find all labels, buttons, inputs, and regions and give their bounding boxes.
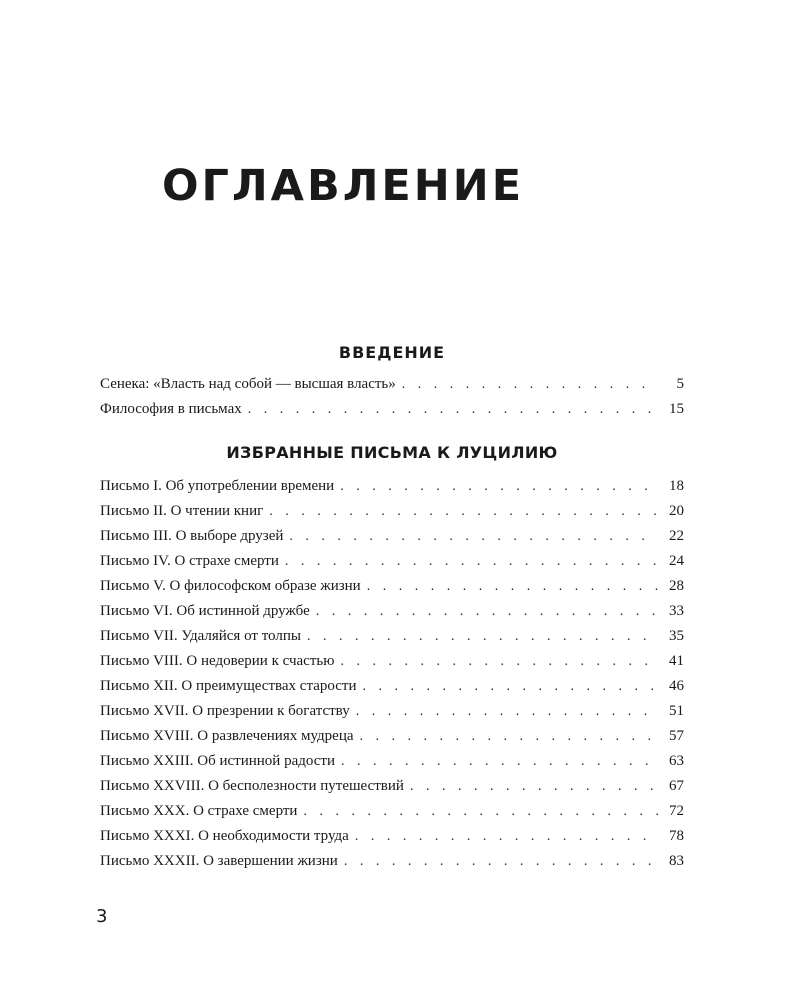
dot-leader [248, 397, 658, 422]
toc-entry-page: 63 [669, 753, 684, 769]
toc-entry-title: Письмо XXXII. О завершении жизни [100, 853, 338, 869]
toc-entry[interactable] [100, 724, 684, 749]
toc-entry[interactable] [100, 624, 684, 649]
dot-leader [316, 599, 658, 624]
toc-entry-page: 18 [669, 478, 684, 494]
toc-entry-title: Письмо I. Об употреблении времени [100, 478, 335, 494]
toc-entry[interactable] [100, 699, 684, 724]
toc-entry-title: Письмо V. О философском образе жизни [100, 578, 361, 594]
toc-entry-page: 41 [669, 653, 684, 669]
dot-leader [410, 774, 658, 799]
toc-entry[interactable] [100, 599, 684, 624]
dot-leader [344, 849, 658, 874]
toc-entry[interactable] [100, 774, 684, 799]
toc-entry-page: 33 [669, 603, 684, 619]
toc-entry-page: 15 [669, 401, 684, 417]
toc-entry[interactable] [100, 397, 684, 422]
toc-entry-title: Письмо XXIII. Об истинной радости [100, 753, 335, 769]
dot-leader [269, 499, 658, 524]
toc-entry-page: 24 [669, 553, 684, 569]
dot-leader [360, 724, 659, 749]
toc-entry-page: 46 [669, 678, 684, 694]
toc-entry-title: Письмо III. О выборе друзей [100, 528, 284, 544]
toc-entry-title: Письмо VI. Об истинной дружбе [100, 603, 310, 619]
toc-entry-page: 20 [669, 503, 684, 519]
toc-entry[interactable] [100, 372, 684, 397]
dot-leader [289, 524, 658, 549]
toc-entry[interactable] [100, 524, 684, 549]
toc-entry-title: Письмо XVII. О презрении к богатству [100, 703, 350, 719]
toc-entry[interactable] [100, 824, 684, 849]
toc-entry-title: Письмо XXXI. О необходимости труда [100, 828, 349, 844]
dot-leader [285, 549, 658, 574]
toc-entry[interactable] [100, 549, 684, 574]
toc-entry[interactable] [100, 574, 684, 599]
toc-entry-page: 5 [676, 376, 684, 392]
toc-entry[interactable] [100, 499, 684, 524]
page-number: 3 [96, 906, 108, 927]
dot-leader [367, 574, 658, 599]
toc-entry-page: 78 [669, 828, 684, 844]
toc-entry-page: 72 [669, 803, 684, 819]
toc-entry-title: Письмо XXVIII. О бесполезности путешествий [100, 778, 404, 794]
toc-entry-title: Письмо XVIII. О развлечениях мудреца [100, 728, 354, 744]
toc-entry-title: Письмо VII. Удаляйся от толпы [100, 628, 301, 644]
toc-entry[interactable] [100, 674, 684, 699]
toc-entry-title: Письмо VIII. О недоверии к счастью [100, 653, 335, 669]
toc-entry[interactable] [100, 649, 684, 674]
toc-entry-page: 57 [669, 728, 684, 744]
toc-entry-page: 28 [669, 578, 684, 594]
dot-leader [355, 824, 658, 849]
toc-entry-title: Письмо XXX. О страхе смерти [100, 803, 298, 819]
dot-leader [340, 649, 658, 674]
toc-entry-page: 35 [669, 628, 684, 644]
dot-leader [362, 674, 658, 699]
toc-entry-title: Философия в письмах [100, 401, 242, 417]
dot-leader [402, 372, 658, 397]
dot-leader [356, 699, 658, 724]
dot-leader [341, 749, 658, 774]
dot-leader [307, 624, 658, 649]
toc-entry-page: 83 [669, 853, 684, 869]
toc-entry-title: Сенека: «Власть над собой — высшая власть» [100, 376, 396, 392]
toc-entry-title: Письмо IV. О страхе смерти [100, 553, 279, 569]
toc-entry[interactable] [100, 849, 684, 874]
dot-leader [303, 799, 658, 824]
page-title: ОГЛАВЛЕНИЕ [162, 161, 525, 211]
section-heading-introduction: ВВЕДЕНИЕ [338, 343, 446, 362]
toc-entry-title: Письмо II. О чтении книг [100, 503, 264, 519]
toc-entry-page: 51 [669, 703, 684, 719]
dot-leader [340, 474, 658, 499]
section-heading-letters: ИЗБРАННЫЕ ПИСЬМА К ЛУЦИЛИЮ [226, 443, 558, 462]
toc-entry[interactable] [100, 749, 684, 774]
toc-entry-page: 22 [669, 528, 684, 544]
toc-entry[interactable] [100, 474, 684, 499]
toc-entry-page: 67 [669, 778, 684, 794]
toc-list-letters [100, 474, 684, 874]
toc-entry-title: Письмо XII. О преимуществах старости [100, 678, 357, 694]
toc-entry[interactable] [100, 799, 684, 824]
toc-list-introduction [100, 372, 684, 422]
